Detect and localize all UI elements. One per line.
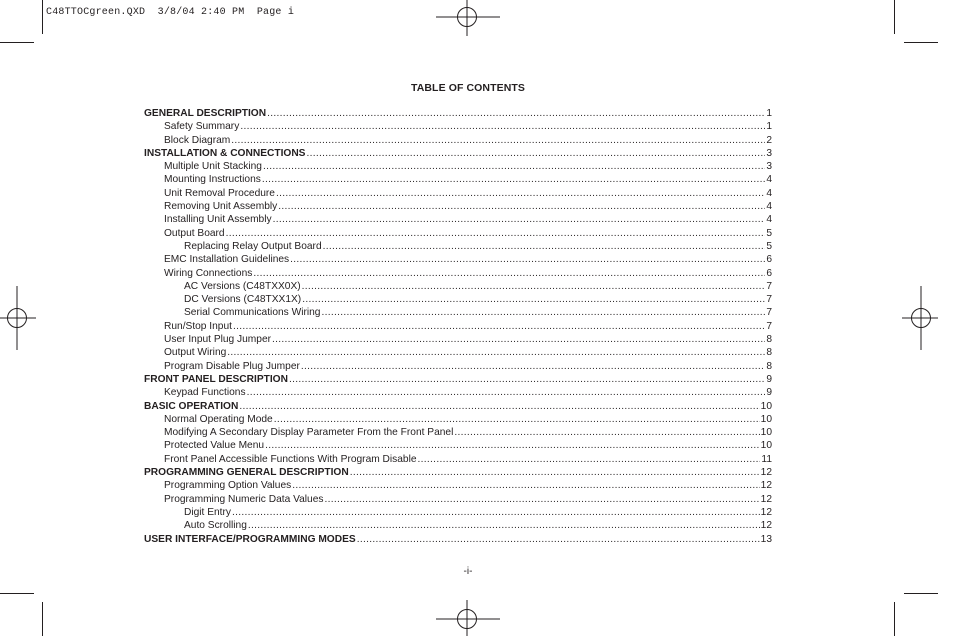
toc-entry[interactable] xyxy=(144,400,772,413)
toc-entry-page: 4 xyxy=(766,201,772,213)
dot-leader xyxy=(227,346,765,359)
dot-leader xyxy=(290,253,765,266)
toc-entry[interactable] xyxy=(144,506,772,519)
toc-entry[interactable] xyxy=(144,479,772,492)
toc-entry-label: EMC Installation Guidelines xyxy=(164,254,290,266)
dot-leader xyxy=(278,200,765,213)
dot-leader xyxy=(321,306,765,319)
crop-mark xyxy=(894,602,895,636)
dot-leader xyxy=(306,147,765,160)
dot-leader xyxy=(357,533,760,546)
toc-entry[interactable] xyxy=(144,466,772,479)
toc-entry-label: Serial Communications Wiring xyxy=(184,307,321,319)
toc-entry-label: Output Wiring xyxy=(164,347,227,359)
toc-entry[interactable] xyxy=(144,439,772,452)
toc-entry-label: BASIC OPERATION xyxy=(144,400,239,412)
toc-entry[interactable] xyxy=(144,173,772,186)
dot-leader xyxy=(454,426,759,439)
toc-entry-label: Front Panel Accessible Functions With Program Disable xyxy=(164,453,417,465)
toc-entry[interactable] xyxy=(144,533,772,546)
dot-leader xyxy=(273,213,766,226)
dot-leader xyxy=(301,360,765,373)
toc-entry-page: 5 xyxy=(766,240,772,252)
toc-entry[interactable] xyxy=(144,453,772,466)
toc-entry-page: 7 xyxy=(766,307,772,319)
dot-leader xyxy=(323,240,766,253)
registration-mark-icon xyxy=(436,0,500,36)
toc-entry[interactable] xyxy=(144,373,772,386)
toc-entry-page: 12 xyxy=(760,480,772,492)
toc-entry-page: 10 xyxy=(760,413,772,425)
toc-entry[interactable] xyxy=(144,333,772,346)
dot-leader xyxy=(267,107,765,120)
dot-leader xyxy=(350,466,760,479)
toc-entry[interactable] xyxy=(144,240,772,253)
toc-entry[interactable] xyxy=(144,320,772,333)
dot-leader xyxy=(253,267,765,280)
toc-entry-label: PROGRAMMING GENERAL DESCRIPTION xyxy=(144,467,349,479)
toc-entry-label: Mounting Instructions xyxy=(164,174,261,186)
toc-entry-label: Multiple Unit Stacking xyxy=(164,161,262,173)
slug-line: C48TTOCgreen.QXD 3/8/04 2:40 PM Page i xyxy=(46,7,295,18)
toc-entry-page: 12 xyxy=(760,467,772,479)
crop-mark xyxy=(0,593,34,594)
toc-entry-label: Safety Summary xyxy=(164,121,240,133)
dot-leader xyxy=(263,160,765,173)
toc-entry[interactable] xyxy=(144,360,772,373)
toc-entry[interactable] xyxy=(144,160,772,173)
toc-entry-label: Output Board xyxy=(164,227,225,239)
toc-entry-page: 11 xyxy=(761,453,772,465)
registration-mark-icon xyxy=(0,286,36,350)
dot-leader xyxy=(289,373,765,386)
crop-mark xyxy=(42,602,43,636)
dot-leader xyxy=(240,120,765,133)
toc-entry[interactable] xyxy=(144,107,772,120)
toc-entry-label: Auto Scrolling xyxy=(184,520,247,532)
dot-leader xyxy=(226,227,766,240)
toc-entry-page: 2 xyxy=(766,134,772,146)
dot-leader xyxy=(302,293,765,306)
crop-mark xyxy=(904,42,938,43)
toc-entry-page: 4 xyxy=(766,214,772,226)
toc-entry-label: Programming Numeric Data Values xyxy=(164,493,324,505)
toc-entry[interactable] xyxy=(144,493,772,506)
toc-entry[interactable] xyxy=(144,413,772,426)
toc-entry-page: 6 xyxy=(766,267,772,279)
toc-entry-page: 1 xyxy=(766,108,772,119)
toc-entry-label: Protected Value Menu xyxy=(164,440,265,452)
toc-entry-page: 12 xyxy=(760,520,772,532)
toc-entry[interactable] xyxy=(144,147,772,160)
dot-leader xyxy=(418,453,761,466)
toc-entry-label: Run/Stop Input xyxy=(164,320,232,332)
toc-entry-label: Digit Entry xyxy=(184,506,231,518)
toc-entry-label: FRONT PANEL DESCRIPTION xyxy=(144,373,288,385)
toc-entry-label: Block Diagram xyxy=(164,134,231,146)
toc-entry-page: 5 xyxy=(766,227,772,239)
crop-mark xyxy=(894,0,895,34)
toc-entry-label: Modifying A Secondary Display Parameter From the Front Panel xyxy=(164,427,454,439)
dot-leader xyxy=(262,173,765,186)
dot-leader xyxy=(292,479,759,492)
toc-entry-label: Installing Unit Assembly xyxy=(164,214,272,226)
toc-entry-label: Programming Option Values xyxy=(164,480,292,492)
dot-leader xyxy=(231,134,765,147)
toc-entry-page: 8 xyxy=(766,347,772,359)
toc-title: TABLE OF CONTENTS xyxy=(410,82,526,94)
toc-entry-page: 3 xyxy=(766,161,772,173)
toc-entry-label: Replacing Relay Output Board xyxy=(184,240,322,252)
toc-entry-page: 4 xyxy=(766,174,772,186)
toc-entry-label: Program Disable Plug Jumper xyxy=(164,360,300,372)
toc-entry-page: 7 xyxy=(766,280,772,292)
toc-entry[interactable] xyxy=(144,293,772,306)
toc-entry-label: Wiring Connections xyxy=(164,267,253,279)
toc-entry[interactable] xyxy=(144,386,772,399)
toc-entry[interactable] xyxy=(144,187,772,200)
toc-entry[interactable] xyxy=(144,253,772,266)
page-number: -i- xyxy=(463,566,473,577)
toc-entry-page: 10 xyxy=(760,427,772,439)
toc-entry[interactable] xyxy=(144,346,772,359)
dot-leader xyxy=(239,400,759,413)
toc-entry-page: 10 xyxy=(760,400,772,412)
toc-entry-page: 7 xyxy=(766,294,772,306)
toc-entry-page: 1 xyxy=(766,121,772,133)
dot-leader xyxy=(272,333,765,346)
toc-entry[interactable] xyxy=(144,267,772,280)
dot-leader xyxy=(276,187,765,200)
crop-mark xyxy=(904,593,938,594)
toc-entry-page: 6 xyxy=(766,254,772,266)
toc-entry-label: USER INTERFACE/PROGRAMMING MODES xyxy=(144,533,356,545)
toc-entry-label: DC Versions (C48TXX1X) xyxy=(184,294,302,306)
registration-mark-icon xyxy=(436,600,500,636)
toc-entry-page: 7 xyxy=(766,320,772,332)
toc-entry-label: Normal Operating Mode xyxy=(164,413,273,425)
toc-entry-page: 9 xyxy=(766,387,772,399)
toc-entry-page: 4 xyxy=(766,187,772,199)
toc-entry-page: 8 xyxy=(766,360,772,372)
toc-entry-label: AC Versions (C48TXX0X) xyxy=(184,280,301,292)
toc-entry-label: Removing Unit Assembly xyxy=(164,201,278,213)
dot-leader xyxy=(233,320,765,333)
toc-entry[interactable] xyxy=(144,213,772,226)
dot-leader xyxy=(247,386,766,399)
toc-entry[interactable] xyxy=(144,426,772,439)
toc-entry-page: 12 xyxy=(760,493,772,505)
toc-entry-page: 3 xyxy=(766,147,772,159)
dot-leader xyxy=(232,506,760,519)
toc-entry-page: 10 xyxy=(760,440,772,452)
dot-leader xyxy=(265,439,760,452)
toc-entry-page: 8 xyxy=(766,334,772,346)
crop-mark xyxy=(42,0,43,34)
toc-entry[interactable] xyxy=(144,280,772,293)
toc-entry-label: INSTALLATION & CONNECTIONS xyxy=(144,147,306,159)
toc-entry-page: 13 xyxy=(760,533,772,545)
registration-mark-icon xyxy=(902,286,938,350)
toc-entry[interactable] xyxy=(144,200,772,213)
toc-entry-page: 9 xyxy=(766,373,772,385)
dot-leader xyxy=(302,280,766,293)
toc-entry-page: 12 xyxy=(760,506,772,518)
toc-entry[interactable] xyxy=(144,227,772,240)
dot-leader xyxy=(324,493,759,506)
toc-entry-label: User Input Plug Jumper xyxy=(164,334,272,346)
toc-entry[interactable] xyxy=(144,306,772,319)
toc-entry[interactable] xyxy=(144,519,772,532)
toc-entry-label: GENERAL DESCRIPTION xyxy=(144,108,267,119)
toc-entry-label: Keypad Functions xyxy=(164,387,246,399)
toc-entry-label: Unit Removal Procedure xyxy=(164,187,275,199)
crop-mark xyxy=(0,42,34,43)
toc-list xyxy=(144,107,772,546)
dot-leader xyxy=(274,413,760,426)
toc-entry[interactable] xyxy=(144,134,772,147)
toc-entry[interactable] xyxy=(144,120,772,133)
dot-leader xyxy=(248,519,760,532)
